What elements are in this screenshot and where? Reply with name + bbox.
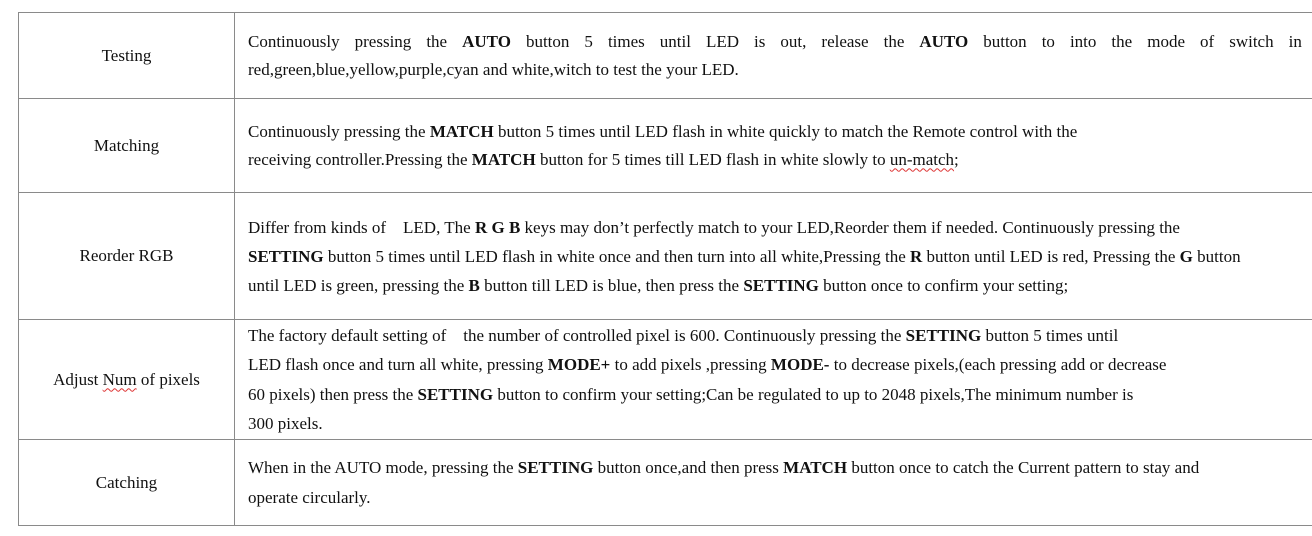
row-desc-testing [235,13,1312,99]
row-desc-catching [235,440,1312,526]
row-desc-matching [235,99,1312,193]
desc-line: 300 pixels. [248,414,323,433]
desc-line: operate circularly. [248,487,371,507]
row-label-adjust-pixels: Adjust Num of pixels [19,320,235,440]
spellcheck-underlined-word: Num [102,369,137,389]
row-label-reorder-rgb: Reorder RGB [19,193,235,320]
desc-line: When in the AUTO mode, pressing the SETTING button once,and then press MATCH button once to catch the Current pattern to stay and [248,457,1200,477]
desc-line: red,green,blue,yellow,purple,cyan and white,witch to test the your LED. [248,59,739,79]
table-row-testing [19,13,1312,99]
desc-line: SETTING button 5 times until LED flash in white once and then turn into all white,Pressing the R button until LED is red, Pressing the G button [248,246,1241,266]
instruction-table-frame [18,12,1312,528]
desc-line: receiving controller.Pressing the MATCH button for 5 times till LED flash in white slowly to un-match; [248,149,959,169]
desc-line: LED flash once and turn all white, pressing MODE+ to add pixels ,pressing MODE- to decrease pixels,(each pressing add or decrease [248,355,1167,374]
spellcheck-underlined-word: un-match [889,149,955,169]
row-label-matching: Matching [19,99,235,193]
table-row-matching [19,99,1312,193]
instruction-table [18,12,1312,526]
table-row-catching [19,440,1312,526]
desc-line: 60 pixels) then press the SETTING button to confirm your setting;Can be regulated to up to 2048 pixels,The minimum number is [248,384,1134,404]
desc-line: Continuously pressing the MATCH button 5 times until LED flash in white quickly to match the Remote control with the [248,121,1078,141]
desc-line: Differ from kinds of LED, The R G B keys may don’t perfectly match to your LED,Reorder them if needed. Continuously pressing the [248,217,1180,237]
desc-line: Continuously pressing the AUTO button 5 times until LED is out, release the AUTO button to into the mode of switch in [248,31,1302,51]
table-row-adjust-pixels [19,320,1312,440]
table-row-reorder-rgb [19,193,1312,320]
desc-line: The factory default setting of the number of controlled pixel is 600. Continuously pressing the SETTING button 5 times until [248,325,1119,345]
row-desc-adjust-pixels [235,320,1312,440]
row-label-testing: Testing [19,13,235,99]
desc-line: until LED is green, pressing the B button till LED is blue, then press the SETTING button once to confirm your setting; [248,275,1069,295]
row-label-catching: Catching [19,440,235,526]
row-desc-reorder-rgb [235,193,1312,320]
